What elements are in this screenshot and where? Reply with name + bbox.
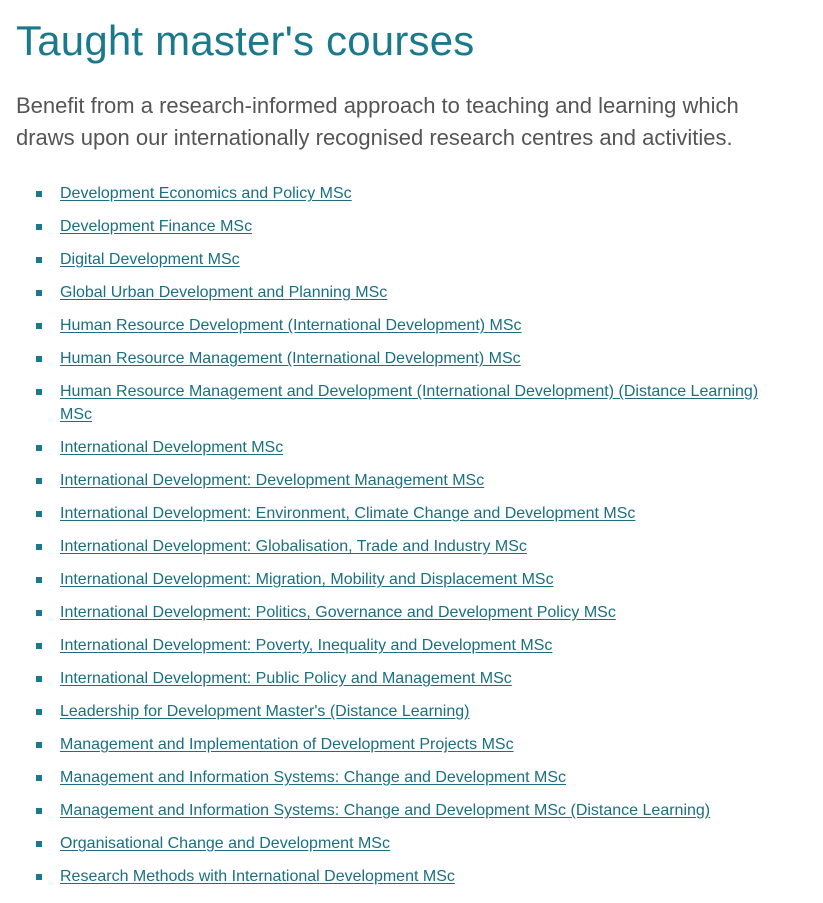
bullet-icon	[36, 191, 42, 197]
bullet-icon	[36, 709, 42, 715]
list-item	[16, 281, 760, 304]
list-item	[16, 733, 760, 756]
course-link[interactable]: International Development: Development Management MSc	[60, 472, 485, 489]
course-link[interactable]: International Development: Globalisation, Trade and Industry MSc	[60, 538, 527, 555]
list-item	[16, 535, 760, 558]
list-item	[16, 502, 760, 525]
list-item	[16, 380, 760, 426]
course-link[interactable]: International Development: Politics, Governance and Development Policy MSc	[60, 604, 616, 621]
list-item	[16, 182, 760, 205]
list-item	[16, 865, 760, 888]
list-item	[16, 766, 760, 789]
list-item	[16, 215, 760, 238]
course-link[interactable]: Management and Information Systems: Change and Development MSc (Distance Learning)	[60, 802, 711, 819]
course-link[interactable]: International Development: Public Policy and Management MSc	[60, 670, 512, 687]
course-link[interactable]: Management and Information Systems: Change and Development MSc	[60, 769, 567, 786]
list-item	[16, 469, 760, 492]
course-link[interactable]: International Development: Poverty, Inequality and Development MSc	[60, 637, 553, 654]
course-link[interactable]: Global Urban Development and Planning MSc	[60, 284, 388, 301]
list-item	[16, 799, 760, 822]
course-link[interactable]: Leadership for Development Master's (Distance Learning)	[60, 703, 470, 720]
bullet-icon	[36, 323, 42, 329]
course-link[interactable]: Research Methods with International Development MSc	[60, 868, 455, 885]
bullet-icon	[36, 808, 42, 814]
bullet-icon	[36, 478, 42, 484]
list-item	[16, 832, 760, 855]
course-link[interactable]: Management and Implementation of Development Projects MSc	[60, 736, 514, 753]
course-link[interactable]: Development Finance MSc	[60, 218, 253, 235]
bullet-icon	[36, 224, 42, 230]
bullet-icon	[36, 610, 42, 616]
bullet-icon	[36, 290, 42, 296]
course-link[interactable]: Human Resource Development (International Development) MSc	[60, 317, 522, 334]
course-link[interactable]: Digital Development MSc	[60, 251, 240, 268]
bullet-icon	[36, 874, 42, 880]
course-link[interactable]: International Development: Migration, Mobility and Displacement MSc	[60, 571, 554, 588]
course-link[interactable]: Human Resource Management (International Development) MSc	[60, 350, 521, 367]
bullet-icon	[36, 742, 42, 748]
list-item	[16, 667, 760, 690]
bullet-icon	[36, 841, 42, 847]
bullet-icon	[36, 775, 42, 781]
course-link[interactable]: International Development MSc	[60, 439, 284, 456]
list-item	[16, 634, 760, 657]
bullet-icon	[36, 577, 42, 583]
page-title: Taught master's courses	[16, 17, 475, 64]
intro-text: Benefit from a research-informed approach to teaching and learning which draws upon our internationally recognised research centres and activities.	[16, 93, 739, 150]
bullet-icon	[36, 643, 42, 649]
bullet-icon	[36, 544, 42, 550]
course-link[interactable]: Development Economics and Policy MSc	[60, 185, 352, 202]
list-item	[16, 347, 760, 370]
course-list	[16, 182, 807, 888]
course-link[interactable]: Organisational Change and Development MSc	[60, 835, 390, 852]
course-link[interactable]: Human Resource Management and Development (International Development) (Distance Learning) MSc	[60, 383, 759, 423]
bullet-icon	[36, 356, 42, 362]
list-item	[16, 248, 760, 271]
course-link[interactable]: International Development: Environment, Climate Change and Development MSc	[60, 505, 636, 522]
list-item	[16, 700, 760, 723]
bullet-icon	[36, 389, 42, 395]
bullet-icon	[36, 445, 42, 451]
list-item	[16, 436, 760, 459]
bullet-icon	[36, 511, 42, 517]
list-item	[16, 568, 760, 591]
list-item	[16, 314, 760, 337]
bullet-icon	[36, 676, 42, 682]
bullet-icon	[36, 257, 42, 263]
list-item	[16, 601, 760, 624]
